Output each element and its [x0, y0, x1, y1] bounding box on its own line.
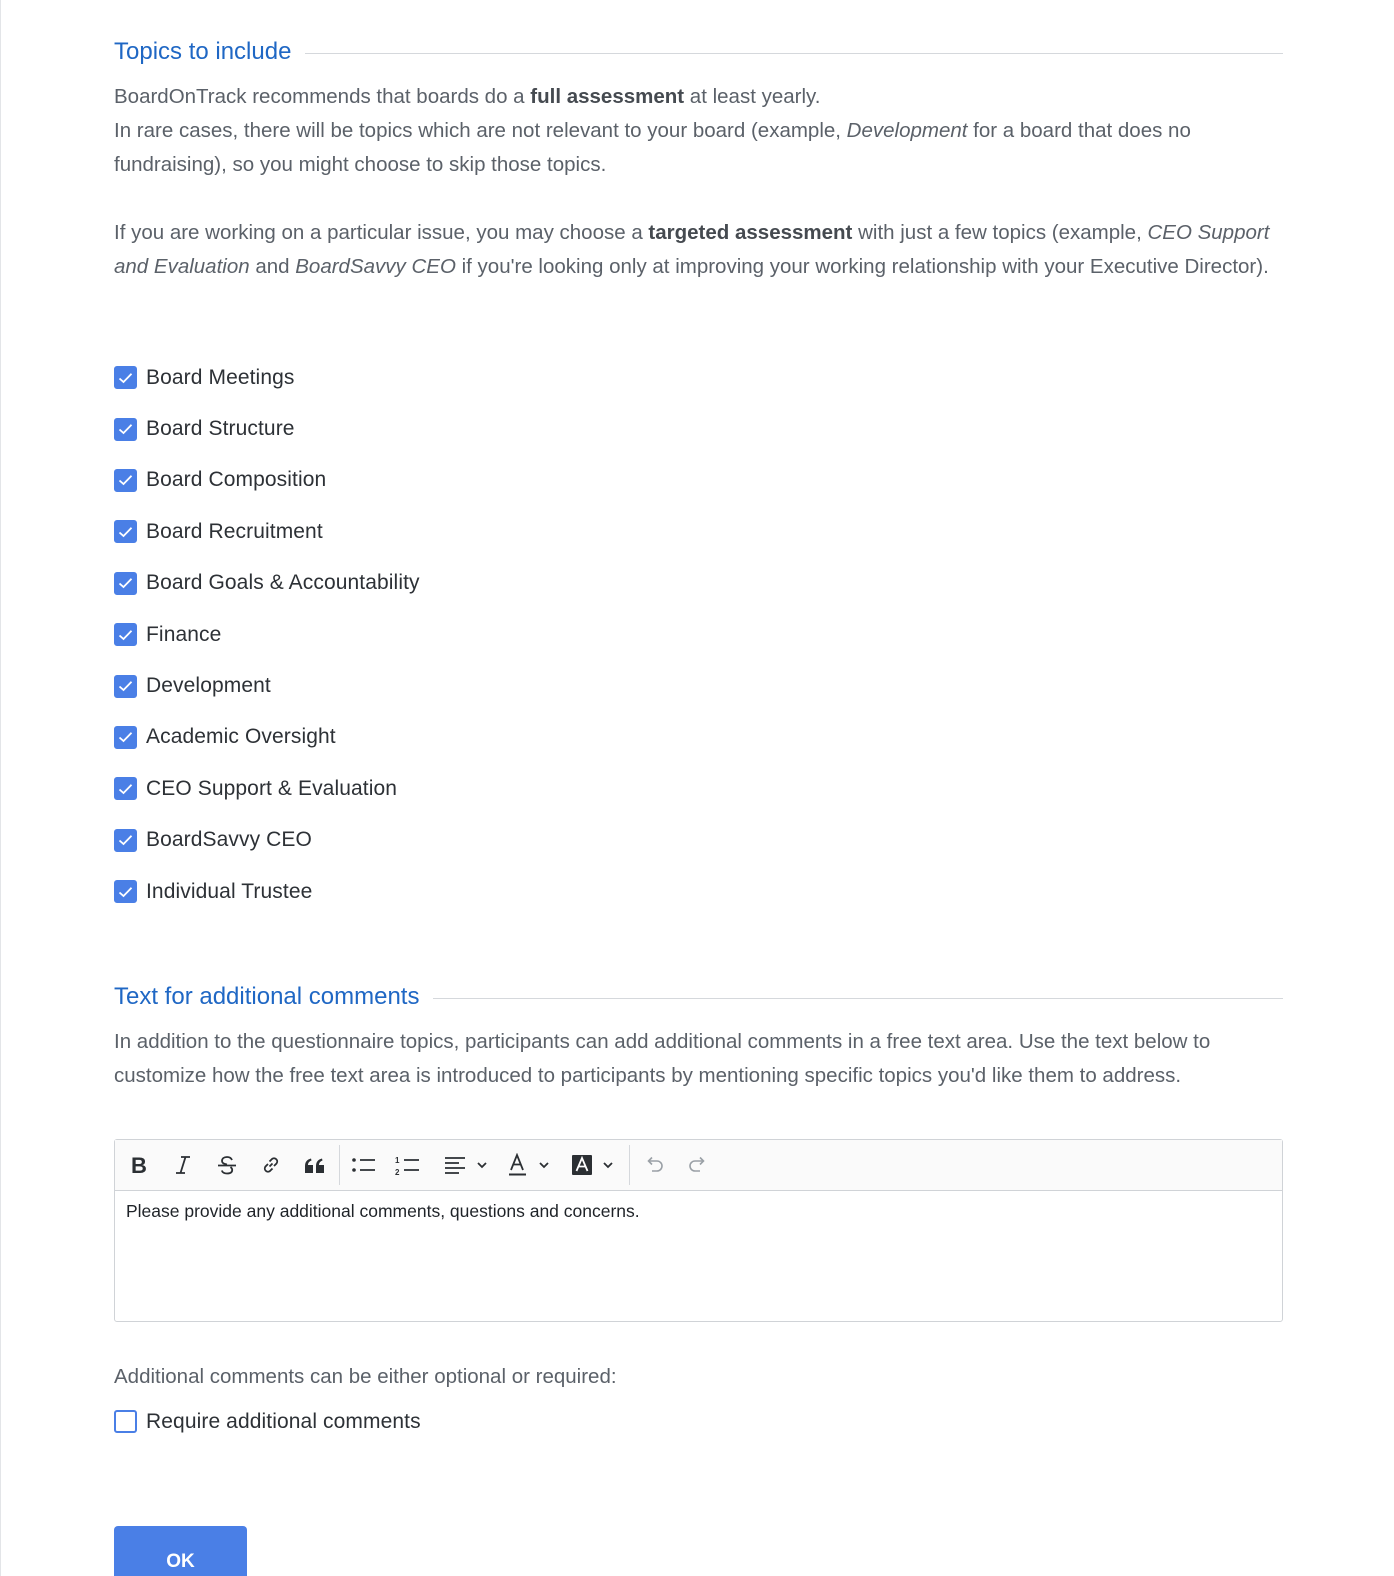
- optional-note: Additional comments can be either optional or required:: [114, 1365, 617, 1388]
- topic-label[interactable]: Academic Oversight: [146, 725, 336, 749]
- intro-text: with just a few topics (example,: [852, 221, 1148, 244]
- intro-bold-text: targeted assessment: [648, 221, 853, 244]
- undo-icon[interactable]: [632, 1145, 676, 1185]
- topic-label[interactable]: Board Goals & Accountability: [146, 571, 420, 595]
- align-icon[interactable]: [435, 1145, 499, 1185]
- svg-text:B: B: [131, 1154, 147, 1176]
- topic-checkbox-row[interactable]: [114, 403, 714, 454]
- editor-toolbar: [115, 1140, 1282, 1191]
- topic-checkbox-row[interactable]: [114, 506, 714, 557]
- intro-text: at least yearly.: [684, 85, 821, 108]
- topic-checkbox[interactable]: [114, 520, 137, 543]
- topic-label[interactable]: Individual Trustee: [146, 879, 313, 903]
- svg-text:2: 2: [395, 1168, 400, 1176]
- link-icon[interactable]: [249, 1145, 293, 1185]
- intro-paragraph-1: [114, 80, 1283, 182]
- blockquote-icon[interactable]: [293, 1145, 337, 1185]
- editor-content-area[interactable]: Please provide any additional comments, questions and concerns.: [126, 1201, 640, 1221]
- section-divider: [305, 53, 1283, 54]
- topic-checkbox[interactable]: [114, 572, 137, 595]
- require-comments-label[interactable]: Require additional comments: [146, 1409, 421, 1433]
- intro-bold-text: full assessment: [530, 85, 685, 108]
- topic-checkbox-row[interactable]: [114, 352, 714, 403]
- topic-checkbox-row[interactable]: [114, 660, 714, 711]
- topic-checkbox[interactable]: [114, 366, 137, 389]
- numbered-list-icon[interactable]: [386, 1145, 430, 1185]
- comments-section-heading: [114, 979, 1283, 1015]
- topic-checkbox[interactable]: [114, 726, 137, 749]
- topic-label[interactable]: Board Structure: [146, 417, 295, 441]
- comments-section-title: Text for additional comments: [114, 983, 420, 1010]
- topic-checkbox-row[interactable]: [114, 763, 714, 814]
- italic-icon[interactable]: [161, 1145, 205, 1185]
- toolbar-separator: [339, 1145, 340, 1185]
- topic-checkbox[interactable]: [114, 880, 137, 903]
- topic-checkbox-row[interactable]: [114, 609, 714, 660]
- highlight-color-icon[interactable]: [563, 1145, 627, 1185]
- intro-text: for a board that does no fundraising), so you might choose to skip those topics.: [114, 119, 1191, 176]
- intro-text: In rare cases, there will be topics which are not relevant to your board (example,: [114, 119, 847, 142]
- topic-label[interactable]: Board Recruitment: [146, 519, 323, 543]
- topics-intro: [114, 80, 1283, 284]
- topic-checkbox[interactable]: [114, 418, 137, 441]
- font-color-icon[interactable]: [499, 1145, 563, 1185]
- intro-italic-text: BoardSavvy CEO: [295, 255, 456, 278]
- require-comments-checkbox-row[interactable]: [114, 1396, 421, 1447]
- toolbar-separator: [629, 1145, 630, 1185]
- ok-button[interactable]: OK: [114, 1526, 247, 1576]
- intro-text: BoardOnTrack recommends that boards do a: [114, 85, 531, 108]
- topic-checkbox-row[interactable]: [114, 455, 714, 506]
- topic-checkbox[interactable]: [114, 675, 137, 698]
- topic-checkbox-row[interactable]: [114, 815, 714, 866]
- rich-text-editor: [114, 1139, 1283, 1322]
- topic-label[interactable]: BoardSavvy CEO: [146, 828, 312, 852]
- topic-checkbox-row[interactable]: [114, 712, 714, 763]
- topic-checkbox[interactable]: [114, 469, 137, 492]
- toolbar-separator: [432, 1145, 433, 1185]
- topics-section-heading: [114, 34, 1283, 70]
- topic-label[interactable]: Finance: [146, 622, 222, 646]
- bulleted-list-icon[interactable]: [342, 1145, 386, 1185]
- intro-text: If you are working on a particular issue, you may choose a: [114, 221, 649, 244]
- topic-checkbox[interactable]: [114, 623, 137, 646]
- topic-checkbox-row[interactable]: [114, 558, 714, 609]
- intro-italic-text: CEO Support and Evaluation: [114, 221, 1270, 278]
- intro-text: if you're looking only at improving your working relationship with your Executive Director).: [455, 255, 1269, 278]
- svg-text:1: 1: [395, 1156, 400, 1165]
- redo-icon[interactable]: [676, 1145, 720, 1185]
- topics-section-title: Topics to include: [114, 38, 292, 65]
- topic-label[interactable]: Board Meetings: [146, 365, 295, 389]
- intro-italic-text: Development: [846, 119, 968, 142]
- require-comments-checkbox[interactable]: [114, 1410, 137, 1433]
- intro-text: and: [249, 255, 296, 278]
- comments-description: In addition to the questionnaire topics, participants can add additional comments in a free text area. Use the text below to customize how the free text area is introduced to participants by mentioning specific topics you'd like them to address.: [114, 1030, 1211, 1087]
- section-divider: [433, 998, 1283, 999]
- topic-label[interactable]: Development: [146, 674, 271, 698]
- topic-checkbox-row[interactable]: [114, 866, 714, 917]
- topic-label[interactable]: Board Composition: [146, 468, 327, 492]
- strikethrough-icon[interactable]: [205, 1145, 249, 1185]
- topic-checkbox[interactable]: [114, 829, 137, 852]
- topics-checklist: [114, 352, 714, 917]
- intro-paragraph-2: [114, 216, 1283, 284]
- topic-checkbox[interactable]: [114, 777, 137, 800]
- topic-label[interactable]: CEO Support & Evaluation: [146, 776, 398, 800]
- bold-icon[interactable]: [117, 1145, 161, 1185]
